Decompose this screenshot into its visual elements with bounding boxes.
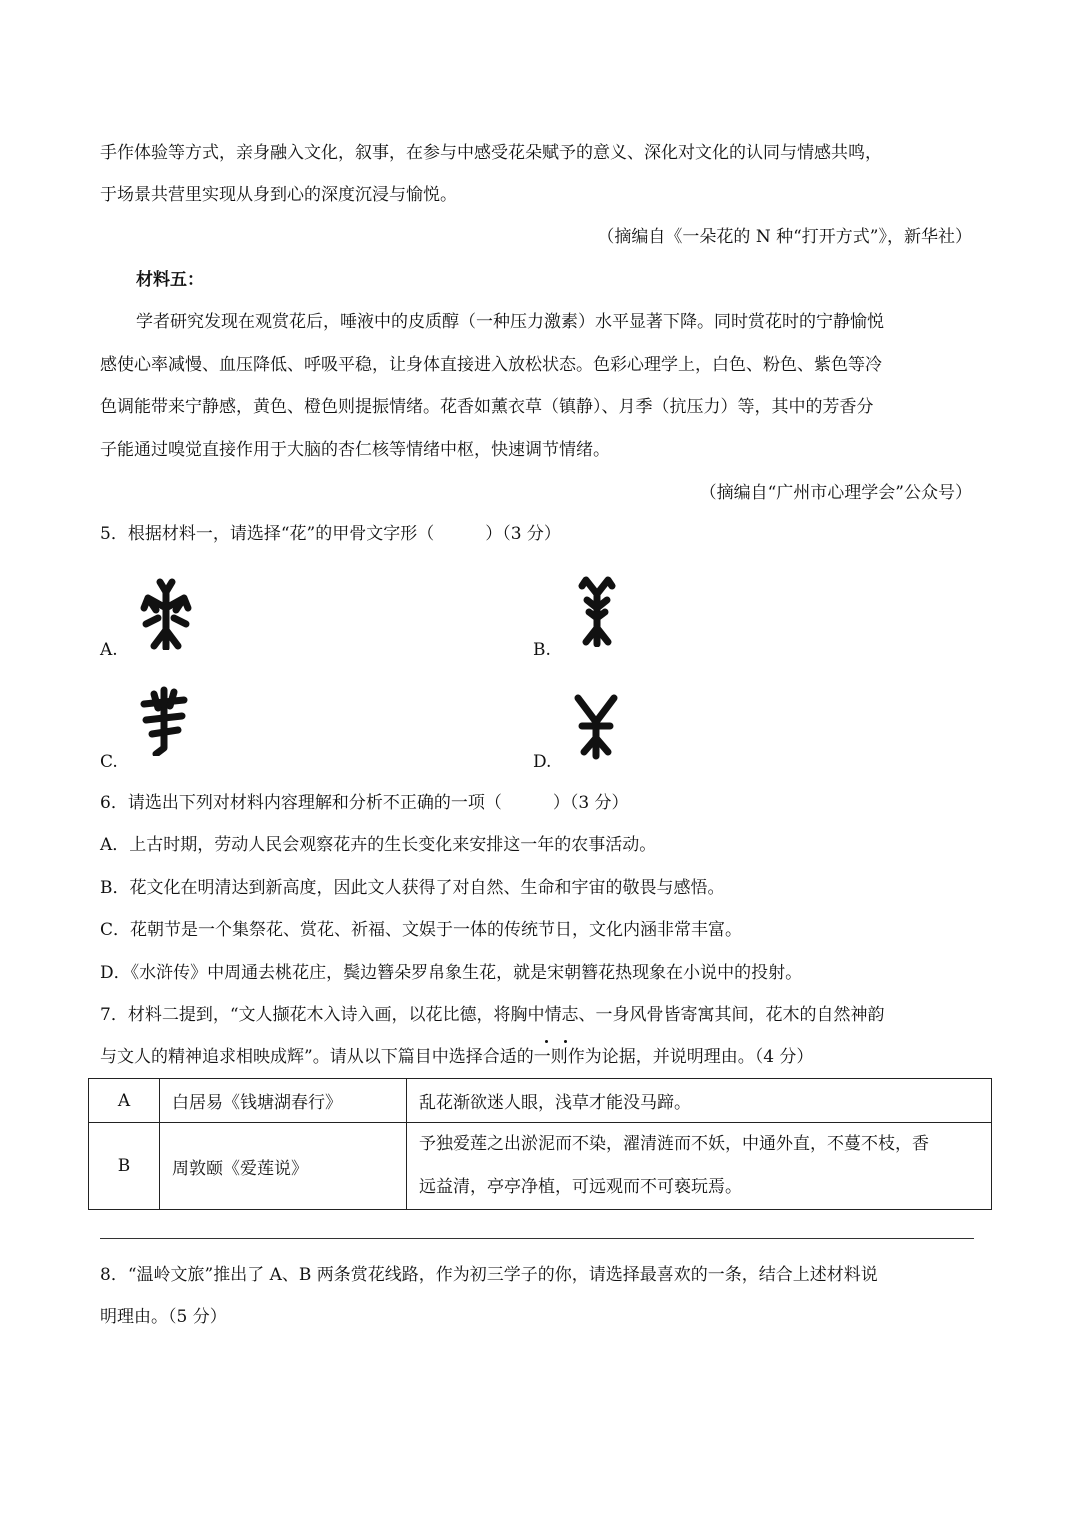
answer-line[interactable]	[100, 1238, 974, 1239]
q5-option-c[interactable]: C.	[100, 752, 118, 772]
material4-source: （摘编自《一朵花的 N 种“打开方式”》，新华社）	[597, 227, 972, 247]
material5-line: 感使心率减慢、血压降低、呼吸平稳，让身体直接进入放松状态。色彩心理学上，白色、粉色、紫色等冷	[100, 355, 882, 375]
q6-option-d[interactable]: D．《水浒传》中周通去桃花庄，鬓边簪朵罗帛象生花，就是宋朝簪花热现象在小说中的投射。	[100, 963, 803, 983]
material4-line: 于场景共营里实现从身到心的深度沉浸与愉悦。	[100, 185, 457, 205]
q7-stem-line2: 与文人的精神追求相映成辉”。请从以下篇目中选择合适的一则作为论据，并说明理由。（4 分）	[100, 1047, 814, 1067]
q6-option-b[interactable]: B．花文化在明清达到新高度，因此文人获得了对自然、生命和宇宙的敬畏与感悟。	[100, 878, 725, 898]
material5-heading: 材料五：	[136, 270, 204, 290]
oracle-glyph-d[interactable]	[568, 692, 624, 760]
q5-option-b[interactable]: B.	[533, 640, 551, 660]
material4-line: 手作体验等方式，亲身融入文化，叙事，在参与中感受花朵赋予的意义、深化对文化的认同与情感共鸣，	[100, 143, 882, 163]
q7-stem-line1: 7．材料二提到，“文人撷花木入诗入画，以花比德，将胸中情志、一身风骨皆寄寓其间，花木的自然神韵	[100, 1005, 885, 1025]
material5-line: 学者研究发现在观赏花后，唾液中的皮质醇（一种压力激素）水平显著下降。同时赏花时的宁静愉悦	[136, 312, 884, 332]
q6-option-a[interactable]: A．上古时期，劳动人民会观察花卉的生长变化来安排这一年的农事活动。	[100, 835, 657, 855]
table-cell-title: 周敦颐《爱莲说》	[160, 1123, 407, 1210]
passage-text: 远益清，亭亭净植，可远观而不可亵玩焉。	[419, 1177, 742, 1197]
material5-source: （摘编自“广州市心理学会”公众号）	[699, 483, 972, 503]
table-cell-text	[407, 1079, 992, 1123]
table-cell-title: 白居易《钱塘湖春行》	[160, 1079, 407, 1123]
q5-stem: 5．根据材料一，请选择“花”的甲骨文字形（ ）（3 分）	[100, 524, 561, 544]
table-row[interactable]	[89, 1079, 992, 1123]
oracle-glyph-a[interactable]	[136, 578, 196, 650]
q8-stem-line2: 明理由。（5 分）	[100, 1307, 227, 1327]
table-row[interactable]	[89, 1123, 992, 1210]
q5-option-a[interactable]: A.	[100, 640, 118, 660]
table-cell-text	[407, 1123, 992, 1210]
oracle-glyph-b[interactable]	[572, 572, 622, 647]
emphasis-dot	[545, 1040, 548, 1043]
q8-stem-line1: 8．“温岭文旅”推出了 A、B 两条赏花线路，作为初三学子的你，请选择最喜欢的一条，结合上述材料说	[100, 1265, 878, 1285]
q5-option-d[interactable]: D.	[533, 752, 552, 772]
material5-line: 子能通过嗅觉直接作用于大脑的杏仁核等情绪中枢，快速调节情绪。	[100, 440, 610, 460]
q7-passage-table	[88, 1078, 992, 1210]
material5-line: 色调能带来宁静感，黄色、橙色则提振情绪。花香如薰衣草（镇静）、月季（抗压力）等，其中的芳香分	[100, 397, 874, 417]
table-cell-key: A	[89, 1079, 160, 1123]
passage-text: 予独爱莲之出淤泥而不染，濯清涟而不妖，中通外直，不蔓不枝，香	[419, 1134, 929, 1154]
oracle-glyph-c[interactable]	[134, 684, 194, 756]
passage-text: 乱花渐欲迷人眼，浅草才能没马蹄。	[419, 1093, 691, 1113]
table-cell-key: B	[89, 1123, 160, 1210]
emphasis-dot	[564, 1040, 567, 1043]
q6-option-c[interactable]: C．花朝节是一个集祭花、赏花、祈福、文娱于一体的传统节日，文化内涵非常丰富。	[100, 920, 743, 940]
q6-stem: 6．请选出下列对材料内容理解和分析不正确的一项（ ）（3 分）	[100, 793, 629, 813]
